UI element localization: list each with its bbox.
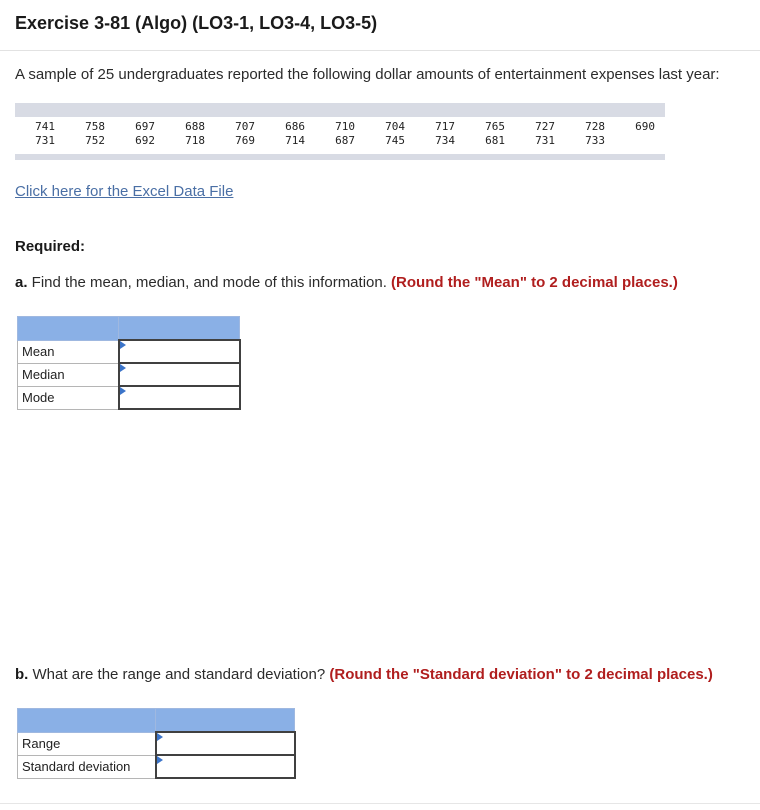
problem-intro: A sample of 25 undergraduates reported the following dollar amounts of entertainment expenses last year: [15,66,720,83]
median-input[interactable] [120,365,239,384]
header-cell-label [18,317,119,341]
median-cell [119,363,240,386]
data-value: 752 [85,134,105,147]
expense-data-table [15,117,665,154]
data-value: 681 [485,134,505,147]
excel-data-link[interactable]: Click here for the Excel Data File [15,183,234,200]
data-value: 733 [585,134,605,147]
header-cell-value [119,317,240,341]
question-b-hint: (Round the "Standard deviation" to 2 decimal places.) [329,666,713,683]
data-value: 687 [335,134,355,147]
data-value: 717 [435,120,455,133]
question-a-hint: (Round the "Mean" to 2 decimal places.) [391,274,678,291]
question-a [15,274,678,291]
data-value: 727 [535,120,555,133]
answer-row-mode [18,386,240,409]
range-label: Range [18,732,156,755]
input-flag-icon [120,364,126,372]
answer-table-b [17,708,296,779]
data-value: 718 [185,134,205,147]
question-b [15,666,713,683]
data-value: 731 [35,134,55,147]
input-flag-icon [157,733,163,741]
data-value: 741 [35,120,55,133]
data-value: 714 [285,134,305,147]
median-label: Median [18,363,119,386]
data-table-top-bar [15,103,665,117]
mean-cell [119,340,240,363]
input-flag-icon [120,387,126,395]
mode-cell [119,386,240,409]
data-value: 692 [135,134,155,147]
std-dev-input[interactable] [157,757,294,776]
range-cell [156,732,295,755]
header-cell-value [156,709,295,733]
input-flag-icon [157,756,163,764]
data-value: 758 [85,120,105,133]
data-value: 697 [135,120,155,133]
answer-table-a-header [18,317,240,341]
answer-row-mean [18,340,240,363]
data-value: 710 [335,120,355,133]
mean-input[interactable] [120,342,239,361]
answer-row-std-dev [18,755,295,778]
question-b-letter: b. [15,666,29,683]
answer-table-a [17,316,241,410]
data-value: 728 [585,120,605,133]
std-dev-label: Standard deviation [18,755,156,778]
data-value: 686 [285,120,305,133]
mode-label: Mode [18,386,119,409]
data-value: 745 [385,134,405,147]
input-flag-icon [120,341,126,349]
mode-input[interactable] [120,388,239,407]
answer-row-median [18,363,240,386]
mean-label: Mean [18,340,119,363]
data-value: 734 [435,134,455,147]
range-input[interactable] [157,734,294,753]
required-heading: Required: [15,238,86,255]
answer-table-b-header [18,709,295,733]
data-value: 707 [235,120,255,133]
question-a-text: Find the mean, median, and mode of this information. [27,274,392,291]
data-value: 769 [235,134,255,147]
data-value: 688 [185,120,205,133]
question-b-text: What are the range and standard deviation? [28,666,330,683]
std-dev-cell [156,755,295,778]
data-value: 765 [485,120,505,133]
exercise-title: Exercise 3-81 (Algo) (LO3-1, LO3-4, LO3-5) [15,13,378,33]
data-value: 731 [535,134,555,147]
data-value: 704 [385,120,405,133]
header-cell-label [18,709,156,733]
data-value: 690 [635,120,655,133]
question-a-letter: a. [15,274,28,291]
data-table-bottom-bar [15,154,665,160]
answer-row-range [18,732,295,755]
bottom-divider [0,803,760,804]
title-divider [0,50,760,51]
